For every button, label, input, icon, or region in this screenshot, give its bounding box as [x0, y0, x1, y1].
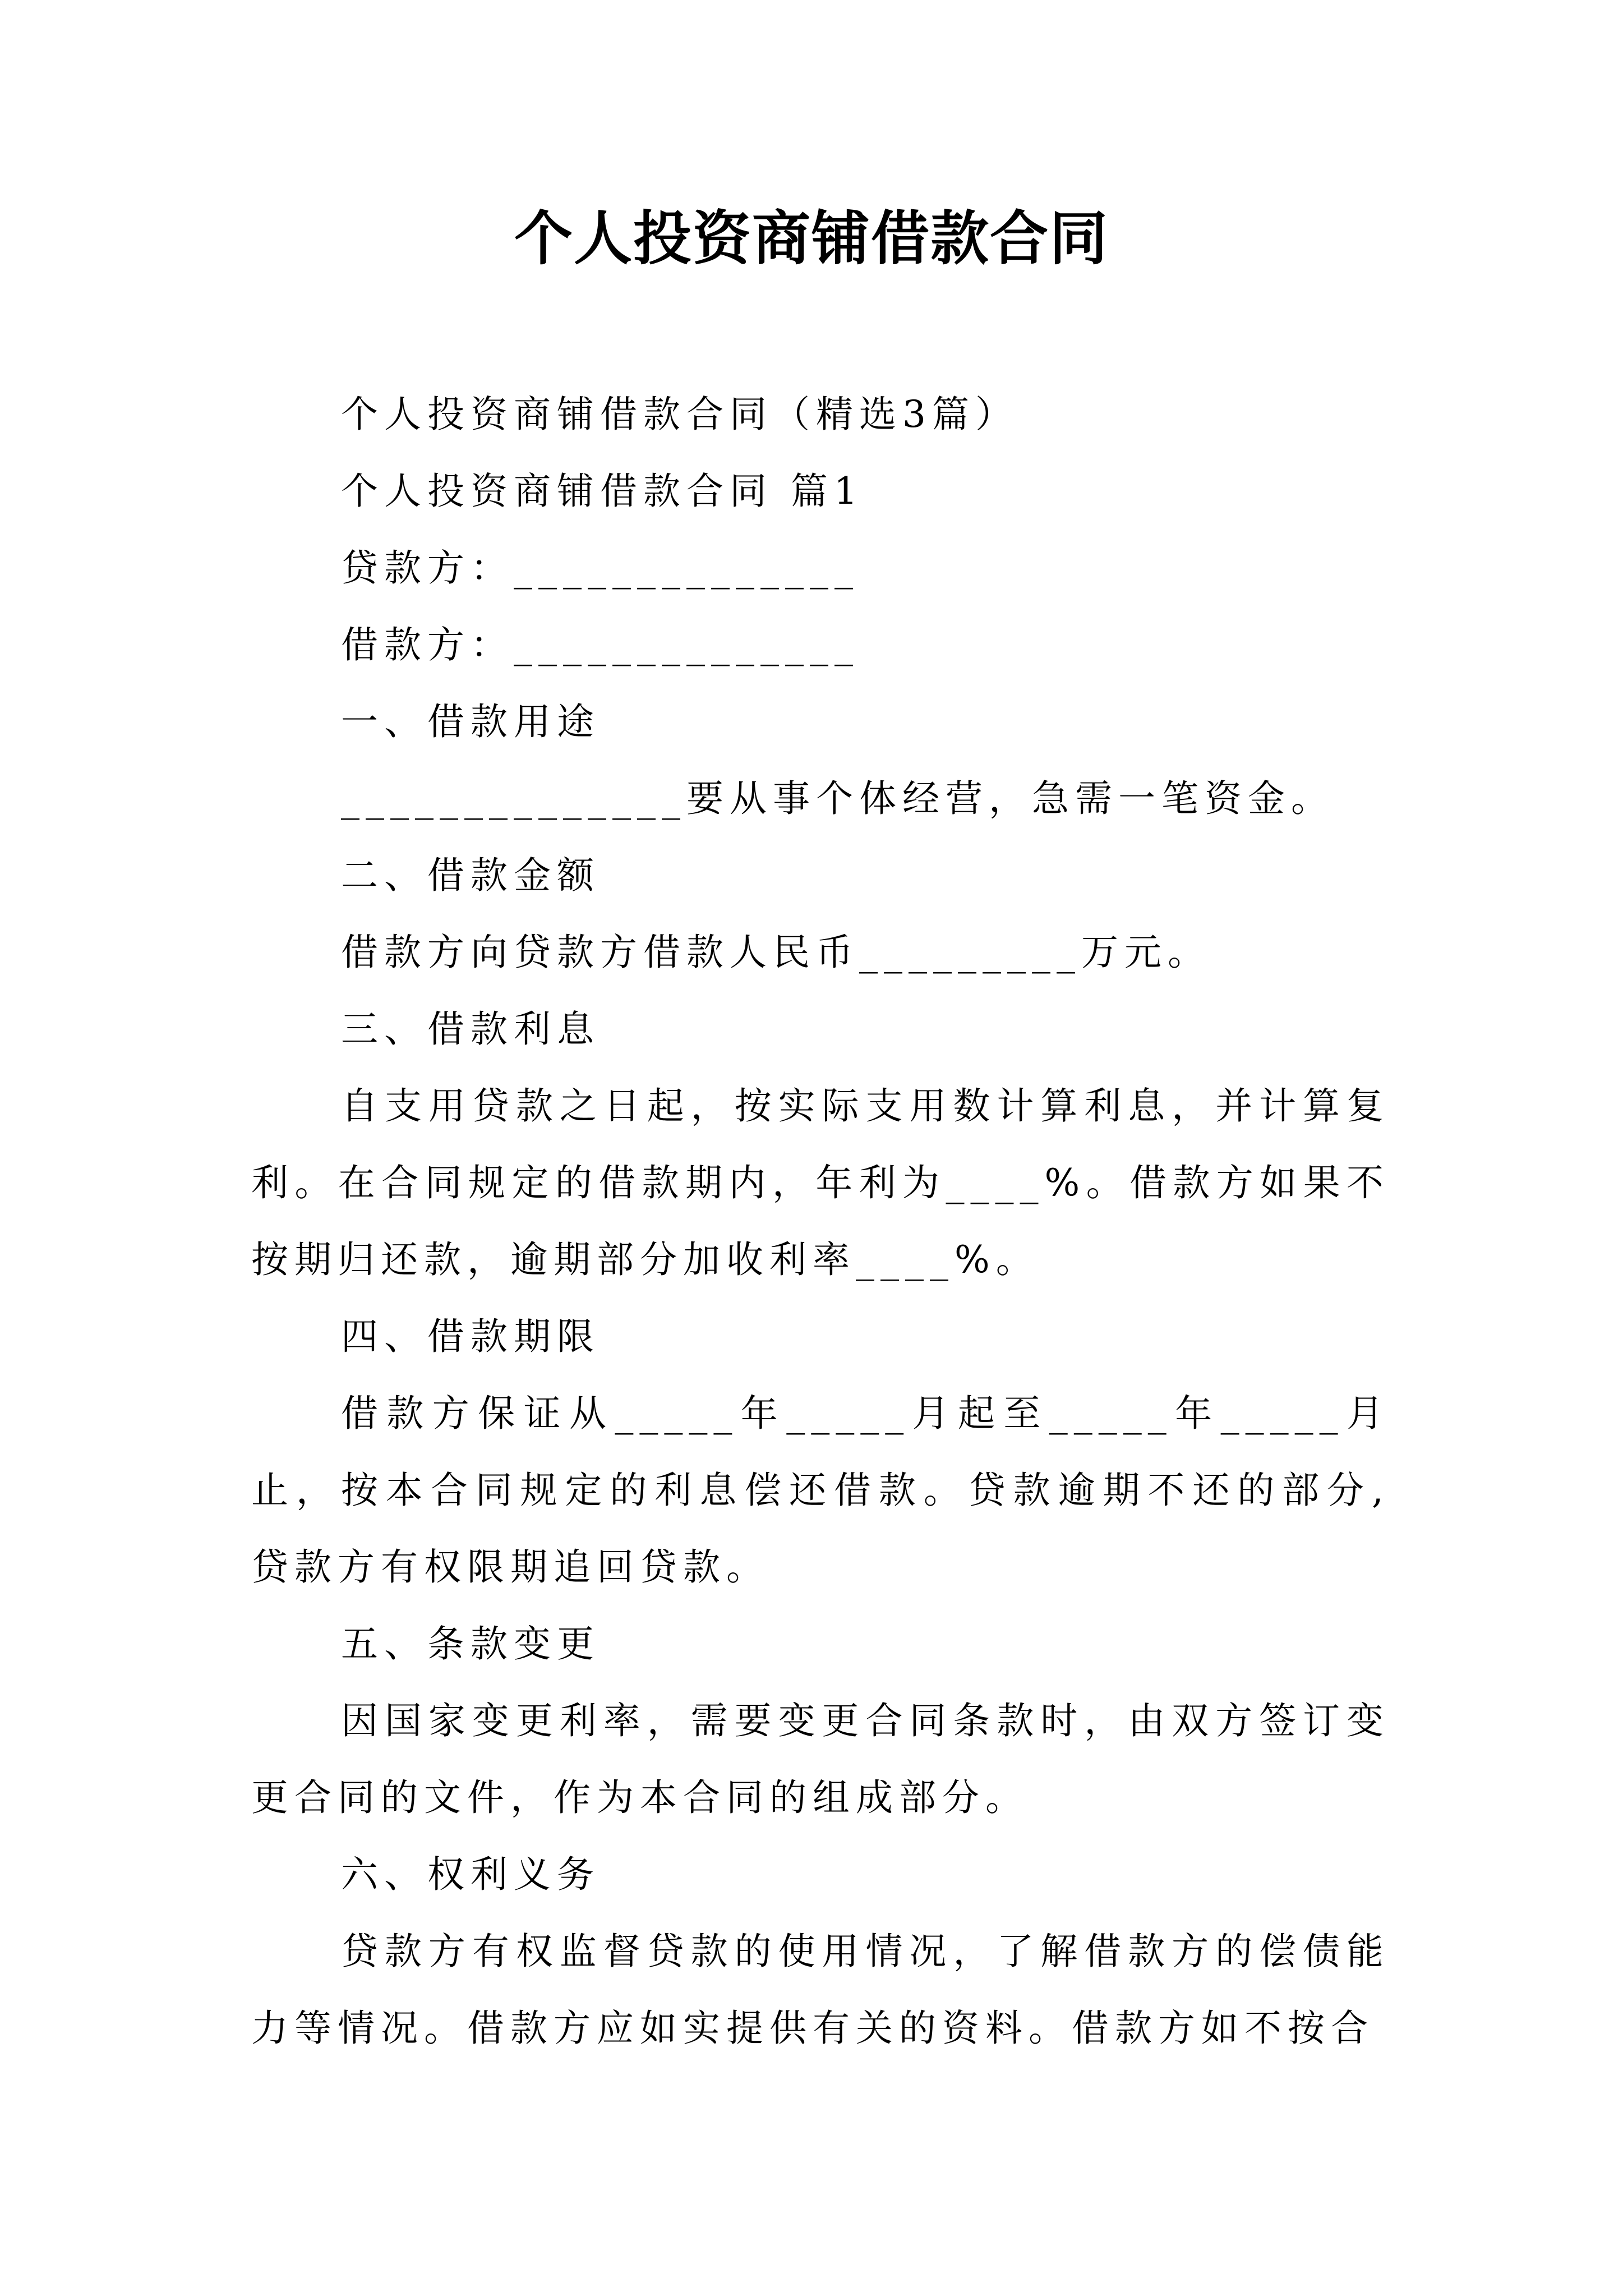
section-heading-amendment: 五、条款变更: [341, 1622, 600, 1665]
section-heading-term: 四、借款期限: [341, 1315, 600, 1358]
section-heading-purpose: 一、借款用途: [341, 700, 600, 743]
interest-paragraph: 自支用贷款之日起，按实际支用数计算利息，并计算复利。在合同规定的借款期内，年利为____%。借款方如果不按期归还款，逾期部分加收利率____%。: [251, 1084, 1390, 1281]
amount-paragraph: 借款方向贷款方借款人民币_________万元。: [341, 931, 1211, 974]
lender-line: 贷款方：______________: [341, 546, 859, 590]
purpose-paragraph: ______________要从事个体经营，急需一笔资金。: [341, 777, 1334, 820]
document-title: 个人投资商铺借款合同: [514, 204, 1109, 273]
collection-heading: 个人投资商铺借款合同（精选3篇）: [341, 393, 1018, 436]
section-heading-interest: 三、借款利息: [341, 1007, 600, 1051]
section-heading-rights: 六、权利义务: [341, 1853, 600, 1896]
rights-paragraph: 贷款方有权监督贷款的使用情况，了解借款方的偿债能力等情况。借款方应如实提供有关的资料。借款方如不按合: [251, 1930, 1390, 2050]
term-paragraph: 借款方保证从_____年_____月起至_____年_____月止，按本合同规定的利息偿还借款。贷款逾期不还的部分,贷款方有权限期追回贷款。: [251, 1392, 1390, 1589]
amendment-paragraph: 因国家变更利率，需要变更合同条款时，由双方签订变更合同的文件，作为本合同的组成部分。: [251, 1699, 1390, 1819]
article-heading: 个人投资商铺借款合同 篇1: [341, 470, 864, 513]
document-body: [251, 376, 1390, 2067]
borrower-line: 借款方：______________: [341, 623, 859, 666]
section-heading-amount: 二、借款金额: [341, 854, 600, 897]
